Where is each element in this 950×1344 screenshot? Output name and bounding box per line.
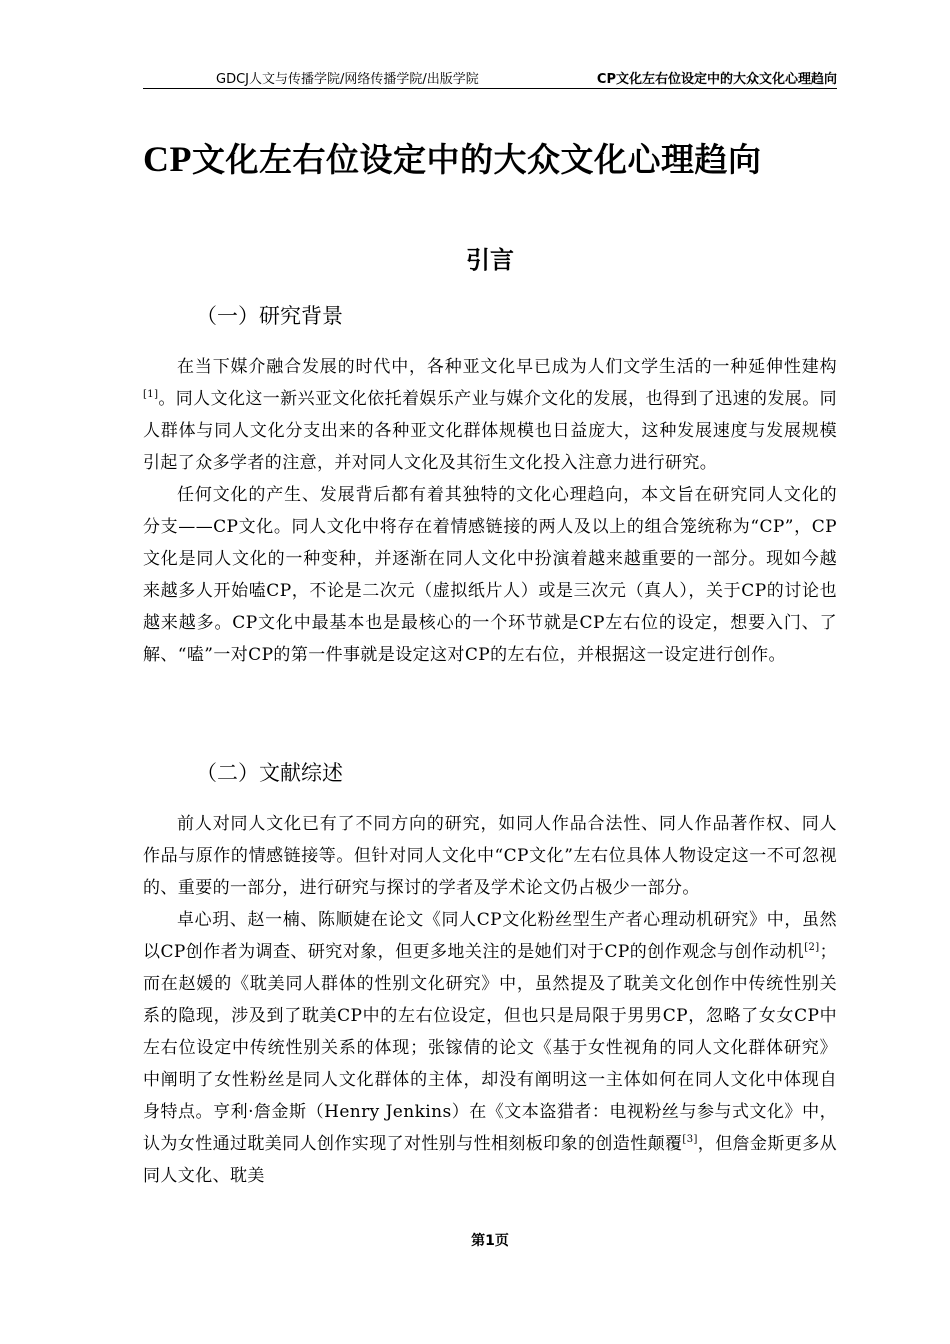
citation-2: [2] bbox=[804, 942, 820, 953]
running-header bbox=[143, 66, 837, 89]
citation-3: [3] bbox=[682, 1134, 698, 1145]
subsection-heading-literature-review: （二）文献综述 bbox=[196, 761, 343, 785]
background-paragraph-1 bbox=[143, 351, 837, 479]
header-institution: GDCJ人文与传播学院/网络传播学院/出版学院 bbox=[216, 72, 479, 87]
paper-title-text: 文化左右位设定中的大众文化心理趋向 bbox=[192, 140, 762, 179]
background-p1-text-b: 。同人文化这一新兴亚文化依托着娱乐产业与媒介文化的发展，也得到了迅速的发展。同人群体与同人文化分支出来的各种亚文化群体规模也日益庞大，这种发展速度与发展规模引起了众多学者的注意，并对同人文化及其衍生文化投入注意力进行研究。 bbox=[143, 389, 837, 473]
background-paragraph-2: 任何文化的产生、发展背后都有着其独特的文化心理趋向，本文旨在研究同人文化的分支——CP文化。同人文化中将存在着情感链接的两人及以上的组合笼统称为“CP”，CP文化是同人文化的一种变种，并逐渐在同人文化中扮演着越来越重要的一部分。现如今越来越多人开始嗑CP，不论是二次元（虚拟纸片人）或是三次元（真人），关于CP的讨论也越来越多。CP文化中最基本也是最核心的一个环节就是CP左右位的设定，想要入门、了解、“嗑”一对CP的第一件事就是设定这对CP的左右位，并根据这一设定进行创作。 bbox=[143, 485, 837, 665]
subsection-heading-background: （一）研究背景 bbox=[196, 304, 343, 328]
review-p2-text-a: 卓心玥、赵一楠、陈顺婕在论文《同人CP文化粉丝型生产者心理动机研究》中，虽然以CP创作者为调查、研究对象，但更多地关注的是她们对于CP的创作观念与创作动机 bbox=[143, 910, 837, 962]
review-p2-text-c: ，但詹金斯更多从同人文化、耽美 bbox=[143, 1134, 837, 1186]
citation-1: [1] bbox=[143, 389, 159, 400]
page-number: 第1页 bbox=[471, 1233, 509, 1249]
review-paragraph-2 bbox=[143, 904, 837, 1192]
section-title-introduction: 引言 bbox=[466, 246, 514, 274]
literature-review-body bbox=[143, 808, 837, 1192]
paper-title-latin: CP bbox=[143, 139, 192, 179]
background-p1-text-a: 在当下媒介融合发展的时代中，各种亚文化早已成为人们文学生活的一种延伸性建构 bbox=[177, 357, 837, 377]
review-paragraph-1: 前人对同人文化已有了不同方向的研究，如同人作品合法性、同人作品著作权、同人作品与原作的情感链接等。但针对同人文化中“CP文化”左右位具体人物设定这一不可忽视的、重要的一部分，进行研究与探讨的学者及学术论文仍占极少一部分。 bbox=[143, 814, 837, 898]
review-p2-text-b: ；而在赵媛的《耽美同人群体的性别文化研究》中，虽然提及了耽美文化创作中传统性别关系的隐现，涉及到了耽美CP中的左右位设定，但也只是局限于男男CP，忽略了女女CP中左右位设定中传统性别关系的体现；张镓倩的论文《基于女性视角的同人文化群体研究》中阐明了女性粉丝是同人文化群体的主体，却没有阐明这一主体如何在同人文化中体现自身特点。亨利·詹金斯（Henry Jenkins）在《文本盗猎者：电视粉丝与参与式文化》中，认为女性通过耽美同人创作实现了对性别与性相刻板印象的创造性颠覆 bbox=[143, 942, 837, 1154]
paper-title bbox=[143, 134, 762, 181]
header-paper-title: CP文化左右位设定中的大众文化心理趋向 bbox=[596, 72, 837, 87]
background-body bbox=[143, 351, 837, 671]
